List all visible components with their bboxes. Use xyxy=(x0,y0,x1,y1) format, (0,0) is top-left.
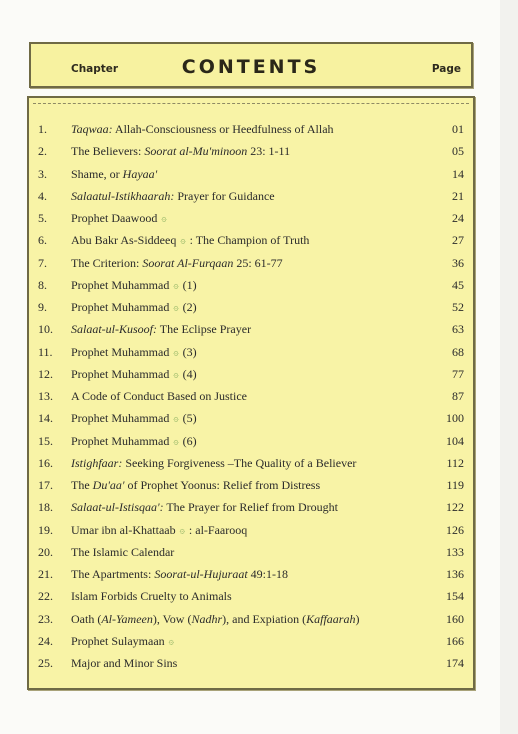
contents-row xyxy=(29,385,473,407)
honorific-glyph-icon: ۞ xyxy=(173,368,179,379)
chapter-title xyxy=(71,474,320,496)
chapter-column-label: Chapter xyxy=(71,63,119,75)
title-text: The Islamic Calendar xyxy=(71,544,175,559)
title-text: Istighfaar: xyxy=(71,455,123,470)
contents-row xyxy=(29,519,473,541)
title-text: : The Champion of Truth xyxy=(186,233,310,248)
chapter-title xyxy=(71,296,197,318)
honorific-glyph-icon: ۞ xyxy=(173,435,179,446)
title-text: ), Vow ( xyxy=(152,611,192,626)
chapter-number: 16. xyxy=(38,455,53,470)
chapter-title xyxy=(71,519,247,541)
title-text: Allah-Consciousness or Heedfulness of Allah xyxy=(112,122,334,136)
honorific-glyph-icon: ۞ xyxy=(173,346,179,357)
contents-row xyxy=(29,229,473,251)
title-text: Salaat-ul-Istisqaa': xyxy=(71,500,164,515)
chapter-number: 5. xyxy=(38,211,47,225)
title-text: Salaat-ul-Kusoof: xyxy=(71,322,157,337)
title-text: of Prophet Yoonus: Relief from Distress xyxy=(124,478,321,492)
chapter-title xyxy=(71,207,168,229)
contents-row xyxy=(29,608,473,630)
title-text: Major and Minor Sins xyxy=(71,656,178,670)
page-number: 14 xyxy=(452,166,464,181)
title-text: (6) xyxy=(179,433,197,448)
page-number: 104 xyxy=(446,433,464,448)
chapter-title xyxy=(71,496,338,518)
page-number: 154 xyxy=(446,589,464,604)
chapter-title xyxy=(71,652,177,674)
chapter-title xyxy=(71,341,197,363)
contents-row xyxy=(29,407,473,429)
title-text: (1) xyxy=(179,277,197,292)
page-number: 126 xyxy=(446,522,464,537)
page-number: 112 xyxy=(446,455,464,470)
page-number: 160 xyxy=(446,611,464,626)
title-text: The Criterion: xyxy=(71,255,143,270)
title-text: Islam Forbids Cruelty to Animals xyxy=(71,589,232,604)
title-text: Soorat al-Mu'minoon xyxy=(144,144,248,159)
title-text: Al-Yameen xyxy=(101,611,153,626)
title-text: The Eclipse Prayer xyxy=(157,322,252,337)
page-number: 174 xyxy=(446,656,464,670)
title-text: Prophet Muhammad xyxy=(71,411,173,426)
contents-row xyxy=(29,474,473,496)
chapter-number: 4. xyxy=(38,188,47,203)
chapter-number: 21. xyxy=(38,567,53,581)
page-number: 63 xyxy=(452,322,464,337)
contents-row xyxy=(29,652,473,674)
page-number: 01 xyxy=(452,122,464,136)
chapter-title xyxy=(71,407,197,429)
chapter-number: 11. xyxy=(38,344,53,359)
title-text: (2) xyxy=(179,300,197,314)
title-text: Prophet Muhammad xyxy=(71,300,173,314)
page-number: 100 xyxy=(446,411,464,426)
chapter-number: 20. xyxy=(38,544,53,559)
contents-row xyxy=(29,318,473,340)
chapter-number: 18. xyxy=(38,500,53,515)
page-edge-shadow xyxy=(500,0,518,734)
chapter-number: 13. xyxy=(38,389,53,403)
page-number: 45 xyxy=(452,277,464,292)
chapter-number: 2. xyxy=(38,144,47,159)
title-text: Prayer for Guidance xyxy=(174,188,275,203)
chapter-number: 19. xyxy=(38,522,53,537)
title-text: Oath ( xyxy=(71,611,102,626)
chapter-number: 3. xyxy=(38,166,47,181)
chapter-number: 24. xyxy=(38,633,53,648)
chapter-number: 10. xyxy=(38,322,53,337)
chapter-title xyxy=(71,452,356,474)
page-number: 27 xyxy=(452,233,464,248)
title-text: 23: 1-11 xyxy=(247,144,291,159)
title-text: Seeking Forgiveness –The Quality of a Believer xyxy=(122,455,357,470)
contents-row xyxy=(29,541,473,563)
title-text: Prophet Muhammad xyxy=(71,344,173,359)
contents-row xyxy=(29,274,473,296)
chapter-title xyxy=(71,563,288,585)
chapter-title xyxy=(71,385,247,407)
chapter-title xyxy=(71,541,174,563)
chapter-title xyxy=(71,430,197,452)
title-text: ) xyxy=(355,611,360,626)
contents-row xyxy=(29,296,473,318)
honorific-glyph-icon: ۞ xyxy=(173,413,179,424)
chapter-title xyxy=(71,585,232,607)
honorific-glyph-icon: ۞ xyxy=(168,635,174,646)
title-text: Nadhr xyxy=(191,611,223,626)
title-text: Kaffaarah xyxy=(306,611,356,626)
contents-row xyxy=(29,118,473,140)
chapter-title xyxy=(71,363,197,385)
chapter-title xyxy=(71,630,175,652)
title-text: Umar ibn al-Khattaab xyxy=(71,522,179,537)
page-number: 21 xyxy=(452,188,464,203)
chapter-title xyxy=(71,185,275,207)
chapter-number: 9. xyxy=(38,300,47,314)
contents-row xyxy=(29,430,473,452)
page-number: 05 xyxy=(452,144,464,159)
chapter-title xyxy=(71,229,309,251)
chapter-title xyxy=(71,252,283,274)
contents-header xyxy=(29,42,473,88)
chapter-title xyxy=(71,140,290,162)
honorific-glyph-icon: ۞ xyxy=(173,302,179,312)
chapter-title xyxy=(71,274,197,296)
title-text: Prophet Muhammad xyxy=(71,433,173,448)
contents-list xyxy=(27,96,475,690)
chapter-number: 25. xyxy=(38,656,53,670)
chapter-number: 6. xyxy=(38,233,47,248)
title-text: Taqwaa: xyxy=(71,122,113,136)
chapter-number: 22. xyxy=(38,589,53,604)
page-column-label: Page xyxy=(431,63,461,75)
title-text: 25: 61-77 xyxy=(233,255,283,270)
chapter-number: 7. xyxy=(38,255,47,270)
chapter-number: 14. xyxy=(38,411,53,426)
title-text: (3) xyxy=(179,344,197,359)
chapter-number: 23. xyxy=(38,611,53,626)
divider xyxy=(33,103,469,104)
contents-row xyxy=(29,563,473,585)
chapter-title xyxy=(71,608,359,630)
honorific-glyph-icon: ۞ xyxy=(173,279,179,290)
chapter-number: 1. xyxy=(38,122,47,136)
page-number: 166 xyxy=(446,633,464,648)
title-text: The Believers: xyxy=(71,144,145,159)
chapter-number: 8. xyxy=(38,277,47,292)
page-number: 36 xyxy=(452,255,464,270)
chapter-number: 15. xyxy=(38,433,53,448)
title-text: (5) xyxy=(179,411,197,426)
contents-row xyxy=(29,363,473,385)
page-number: 133 xyxy=(446,544,464,559)
contents-row xyxy=(29,252,473,274)
title-text: The Prayer for Relief from Drought xyxy=(163,500,338,515)
chapter-number: 12. xyxy=(38,366,53,381)
chapter-number: 17. xyxy=(38,478,53,492)
title-text: Prophet Muhammad xyxy=(71,277,173,292)
contents-title: CONTENTS xyxy=(181,56,321,78)
title-text: Shame, or xyxy=(71,166,123,181)
title-text: Abu Bakr As-Siddeeq xyxy=(71,233,180,248)
contents-row xyxy=(29,496,473,518)
page-number: 77 xyxy=(452,366,464,381)
page-number: 119 xyxy=(446,478,464,492)
honorific-glyph-icon: ۞ xyxy=(179,524,185,535)
chapter-title xyxy=(71,318,251,340)
title-text: : al-Faarooq xyxy=(185,522,248,537)
contents-row xyxy=(29,630,473,652)
contents-row xyxy=(29,140,473,162)
title-text: (4) xyxy=(179,366,197,381)
title-text: Prophet Muhammad xyxy=(71,366,173,381)
contents-row xyxy=(29,163,473,185)
title-text: 49:1-18 xyxy=(247,567,289,581)
title-text: Prophet Sulaymaan xyxy=(71,633,168,648)
page-number: 136 xyxy=(446,567,464,581)
contents-row xyxy=(29,185,473,207)
title-text: Prophet Daawood xyxy=(71,211,161,225)
title-text: Soorat-ul-Hujuraat xyxy=(154,567,248,581)
contents-row xyxy=(29,341,473,363)
page-number: 122 xyxy=(446,500,464,515)
title-text: The Apartments: xyxy=(71,567,155,581)
title-text: ), and Expiation ( xyxy=(222,611,307,626)
title-text: Du'aa' xyxy=(92,478,125,492)
chapter-title xyxy=(71,163,157,185)
title-text: Soorat Al-Furqaan xyxy=(142,255,234,270)
title-text: Hayaa' xyxy=(122,166,158,181)
chapter-title xyxy=(71,118,334,140)
title-text: A Code of Conduct Based on Justice xyxy=(71,389,247,403)
contents-row xyxy=(29,207,473,229)
page-number: 24 xyxy=(452,211,464,225)
honorific-glyph-icon: ۞ xyxy=(180,235,186,246)
contents-row xyxy=(29,585,473,607)
page-number: 68 xyxy=(452,344,464,359)
honorific-glyph-icon: ۞ xyxy=(161,213,167,223)
page-number: 52 xyxy=(452,300,464,314)
contents-row xyxy=(29,452,473,474)
page-number: 87 xyxy=(452,389,464,403)
title-text: Salaatul-Istikhaarah: xyxy=(71,188,175,203)
title-text: The xyxy=(71,478,93,492)
